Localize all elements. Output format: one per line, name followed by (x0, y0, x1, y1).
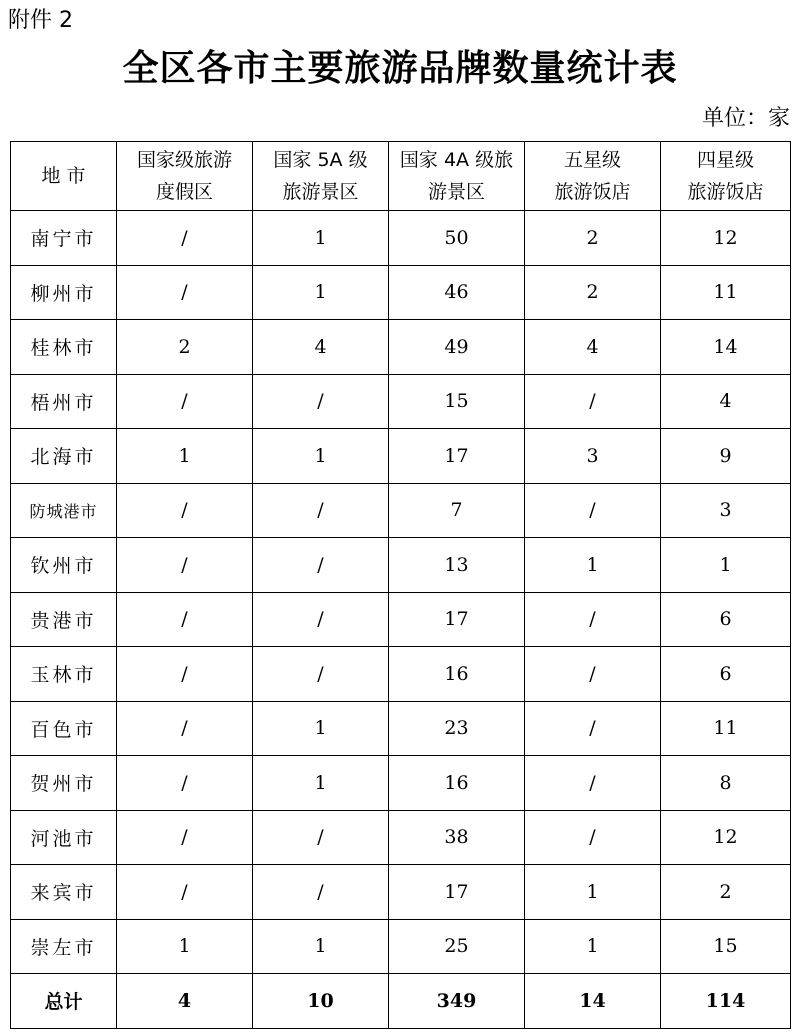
resort-cell: / (117, 865, 253, 920)
a4-cell: 23 (389, 701, 525, 756)
city-cell: 贵港市 (11, 592, 117, 647)
total-star5: 14 (525, 974, 661, 1029)
city-cell: 来宾市 (11, 865, 117, 920)
star4-cell: 9 (661, 429, 791, 484)
a4-cell: 7 (389, 483, 525, 538)
a4-cell: 17 (389, 592, 525, 647)
resort-cell: 1 (117, 919, 253, 974)
table-row (11, 320, 791, 375)
resort-cell: / (117, 756, 253, 811)
a4-cell: 49 (389, 320, 525, 375)
page-title: 全区各市主要旅游品牌数量统计表 (122, 48, 678, 89)
city-cell: 河池市 (11, 810, 117, 865)
a5-cell: 4 (253, 320, 389, 375)
star5-cell: / (525, 756, 661, 811)
header-4star-line2: 旅游饭店 (687, 181, 764, 203)
table-row (11, 810, 791, 865)
city-cell: 桂林市 (11, 320, 117, 375)
header-5a-line1: 国家 5A 级 (273, 149, 368, 171)
resort-cell: 2 (117, 320, 253, 375)
a5-cell: 1 (253, 265, 389, 320)
table-row (11, 865, 791, 920)
star4-cell: 15 (661, 919, 791, 974)
header-5star-line2: 旅游饭店 (554, 181, 631, 203)
header-4star (661, 142, 791, 211)
a5-cell: / (253, 647, 389, 702)
a5-cell: / (253, 538, 389, 593)
a4-cell: 17 (389, 865, 525, 920)
resort-cell: / (117, 701, 253, 756)
a4-cell: 16 (389, 647, 525, 702)
total-resort: 4 (117, 974, 253, 1029)
a5-cell: / (253, 374, 389, 429)
a4-cell: 17 (389, 429, 525, 484)
star5-cell: 3 (525, 429, 661, 484)
star5-cell: 2 (525, 265, 661, 320)
city-cell: 钦州市 (11, 538, 117, 593)
a5-cell: / (253, 865, 389, 920)
a5-cell: 1 (253, 429, 389, 484)
star5-cell: 1 (525, 919, 661, 974)
table-row (11, 265, 791, 320)
star4-cell: 12 (661, 211, 791, 266)
city-cell: 北海市 (11, 429, 117, 484)
a4-cell: 16 (389, 756, 525, 811)
resort-cell: / (117, 592, 253, 647)
city-cell: 玉林市 (11, 647, 117, 702)
city-cell: 防城港市 (11, 483, 117, 538)
table-row (11, 919, 791, 974)
star5-cell: 1 (525, 865, 661, 920)
city-cell: 百色市 (11, 701, 117, 756)
city-cell: 柳州市 (11, 265, 117, 320)
table-row (11, 701, 791, 756)
star5-cell: / (525, 647, 661, 702)
star5-cell: 1 (525, 538, 661, 593)
a5-cell: / (253, 592, 389, 647)
star4-cell: 2 (661, 865, 791, 920)
resort-cell: / (117, 538, 253, 593)
a5-cell: 1 (253, 701, 389, 756)
resort-cell: / (117, 374, 253, 429)
header-5star-line1: 五星级 (563, 149, 621, 171)
total-label: 总计 (11, 974, 117, 1029)
total-row (11, 974, 791, 1029)
star5-cell: / (525, 483, 661, 538)
a4-cell: 46 (389, 265, 525, 320)
table-row (11, 483, 791, 538)
table-row (11, 211, 791, 266)
city-cell: 南宁市 (11, 211, 117, 266)
resort-cell: / (117, 483, 253, 538)
star4-cell: 11 (661, 701, 791, 756)
a5-cell: / (253, 483, 389, 538)
table-row (11, 647, 791, 702)
star4-cell: 6 (661, 647, 791, 702)
star4-cell: 14 (661, 320, 791, 375)
brand-statistics-table (10, 141, 791, 1029)
header-resort (117, 142, 253, 211)
a4-cell: 15 (389, 374, 525, 429)
city-cell: 贺州市 (11, 756, 117, 811)
header-5a (253, 142, 389, 211)
a5-cell: 1 (253, 211, 389, 266)
header-city (11, 142, 117, 211)
table-row (11, 429, 791, 484)
header-4a-line1: 国家 4A 级旅 (399, 149, 514, 171)
header-4star-line1: 四星级 (696, 149, 754, 171)
a4-cell: 38 (389, 810, 525, 865)
table-header-row (11, 142, 791, 211)
unit-label: 单位：家 (701, 106, 790, 131)
attachment-label: 附件 2 (8, 8, 73, 33)
star4-cell: 3 (661, 483, 791, 538)
star4-cell: 8 (661, 756, 791, 811)
city-cell: 梧州市 (11, 374, 117, 429)
a5-cell: 1 (253, 756, 389, 811)
table-row (11, 538, 791, 593)
header-city-label: 地 市 (41, 165, 86, 187)
star5-cell: / (525, 592, 661, 647)
a4-cell: 50 (389, 211, 525, 266)
resort-cell: / (117, 647, 253, 702)
a5-cell: 1 (253, 919, 389, 974)
resort-cell: / (117, 810, 253, 865)
resort-cell: / (117, 211, 253, 266)
star4-cell: 1 (661, 538, 791, 593)
table-row (11, 756, 791, 811)
star5-cell: 2 (525, 211, 661, 266)
star4-cell: 4 (661, 374, 791, 429)
city-cell: 崇左市 (11, 919, 117, 974)
star4-cell: 6 (661, 592, 791, 647)
a4-cell: 13 (389, 538, 525, 593)
header-4a-line2: 游景区 (427, 181, 485, 203)
star5-cell: / (525, 374, 661, 429)
star4-cell: 11 (661, 265, 791, 320)
total-a5: 10 (253, 974, 389, 1029)
star5-cell: / (525, 810, 661, 865)
total-a4: 349 (389, 974, 525, 1029)
table-row (11, 592, 791, 647)
star5-cell: / (525, 701, 661, 756)
table-row (11, 374, 791, 429)
header-5a-line2: 旅游景区 (282, 181, 359, 203)
resort-cell: 1 (117, 429, 253, 484)
header-resort-line1: 国家级旅游 (136, 149, 232, 171)
header-4a (389, 142, 525, 211)
header-5star (525, 142, 661, 211)
a5-cell: / (253, 810, 389, 865)
star5-cell: 4 (525, 320, 661, 375)
a4-cell: 25 (389, 919, 525, 974)
header-resort-line2: 度假区 (155, 181, 213, 203)
total-star4: 114 (661, 974, 791, 1029)
star4-cell: 12 (661, 810, 791, 865)
resort-cell: / (117, 265, 253, 320)
